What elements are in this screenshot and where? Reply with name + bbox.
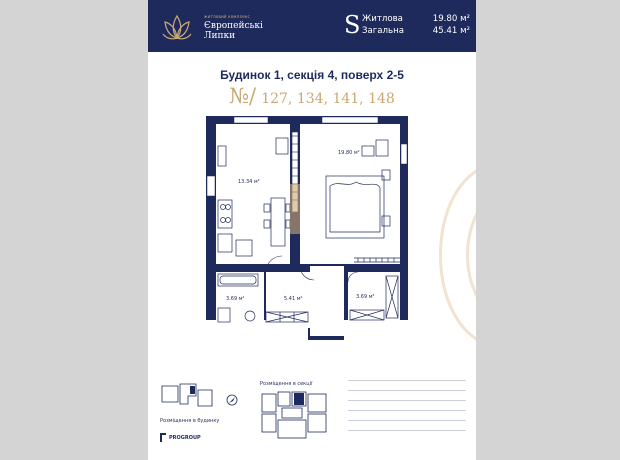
area-symbol: S xyxy=(344,11,361,39)
apartment-numbers xyxy=(148,84,476,108)
developer-name: PROGROUP xyxy=(169,434,201,441)
total-area-value: 45.41 м² xyxy=(432,26,470,36)
apartment-floor-plan xyxy=(206,116,408,340)
building-location-plan xyxy=(160,382,214,408)
decorative-arc-graphic xyxy=(418,160,476,350)
apartment-number-list: 127, 134, 141, 148 xyxy=(261,91,395,107)
hall-area-label: 5.41 м² xyxy=(284,296,303,302)
floor-plan-sheet xyxy=(148,0,476,460)
linden-leaf-logo-icon xyxy=(162,10,192,42)
closet-area-label: 3.69 м² xyxy=(356,294,375,300)
building-location-caption: Розміщення в будинку xyxy=(160,418,220,424)
section-location-plan xyxy=(260,390,330,442)
header-bar xyxy=(148,0,476,52)
brand-name: Європейські Липки xyxy=(204,21,263,41)
bedroom-area-label: 19.80 м² xyxy=(338,150,360,156)
progroup-mark-icon xyxy=(160,433,166,442)
notes-lines xyxy=(348,380,466,440)
number-symbol: №/ xyxy=(229,84,257,108)
compass-north-icon xyxy=(226,394,238,406)
developer-logo xyxy=(160,433,201,442)
kitchen-area-label: 13.34 м² xyxy=(238,179,260,185)
brand-caption: житловий комплекс xyxy=(204,14,250,19)
building-section-floor-title: Будинок 1, секція 4, поверх 2-5 xyxy=(220,68,404,82)
section-location-caption: Розміщення в секції xyxy=(260,381,313,387)
total-area-label: Загальна xyxy=(362,26,404,36)
living-area-value: 19.80 м² xyxy=(432,14,470,24)
living-area-label: Житлова xyxy=(362,14,403,24)
bathroom-area-label: 3.69 м² xyxy=(226,296,245,302)
